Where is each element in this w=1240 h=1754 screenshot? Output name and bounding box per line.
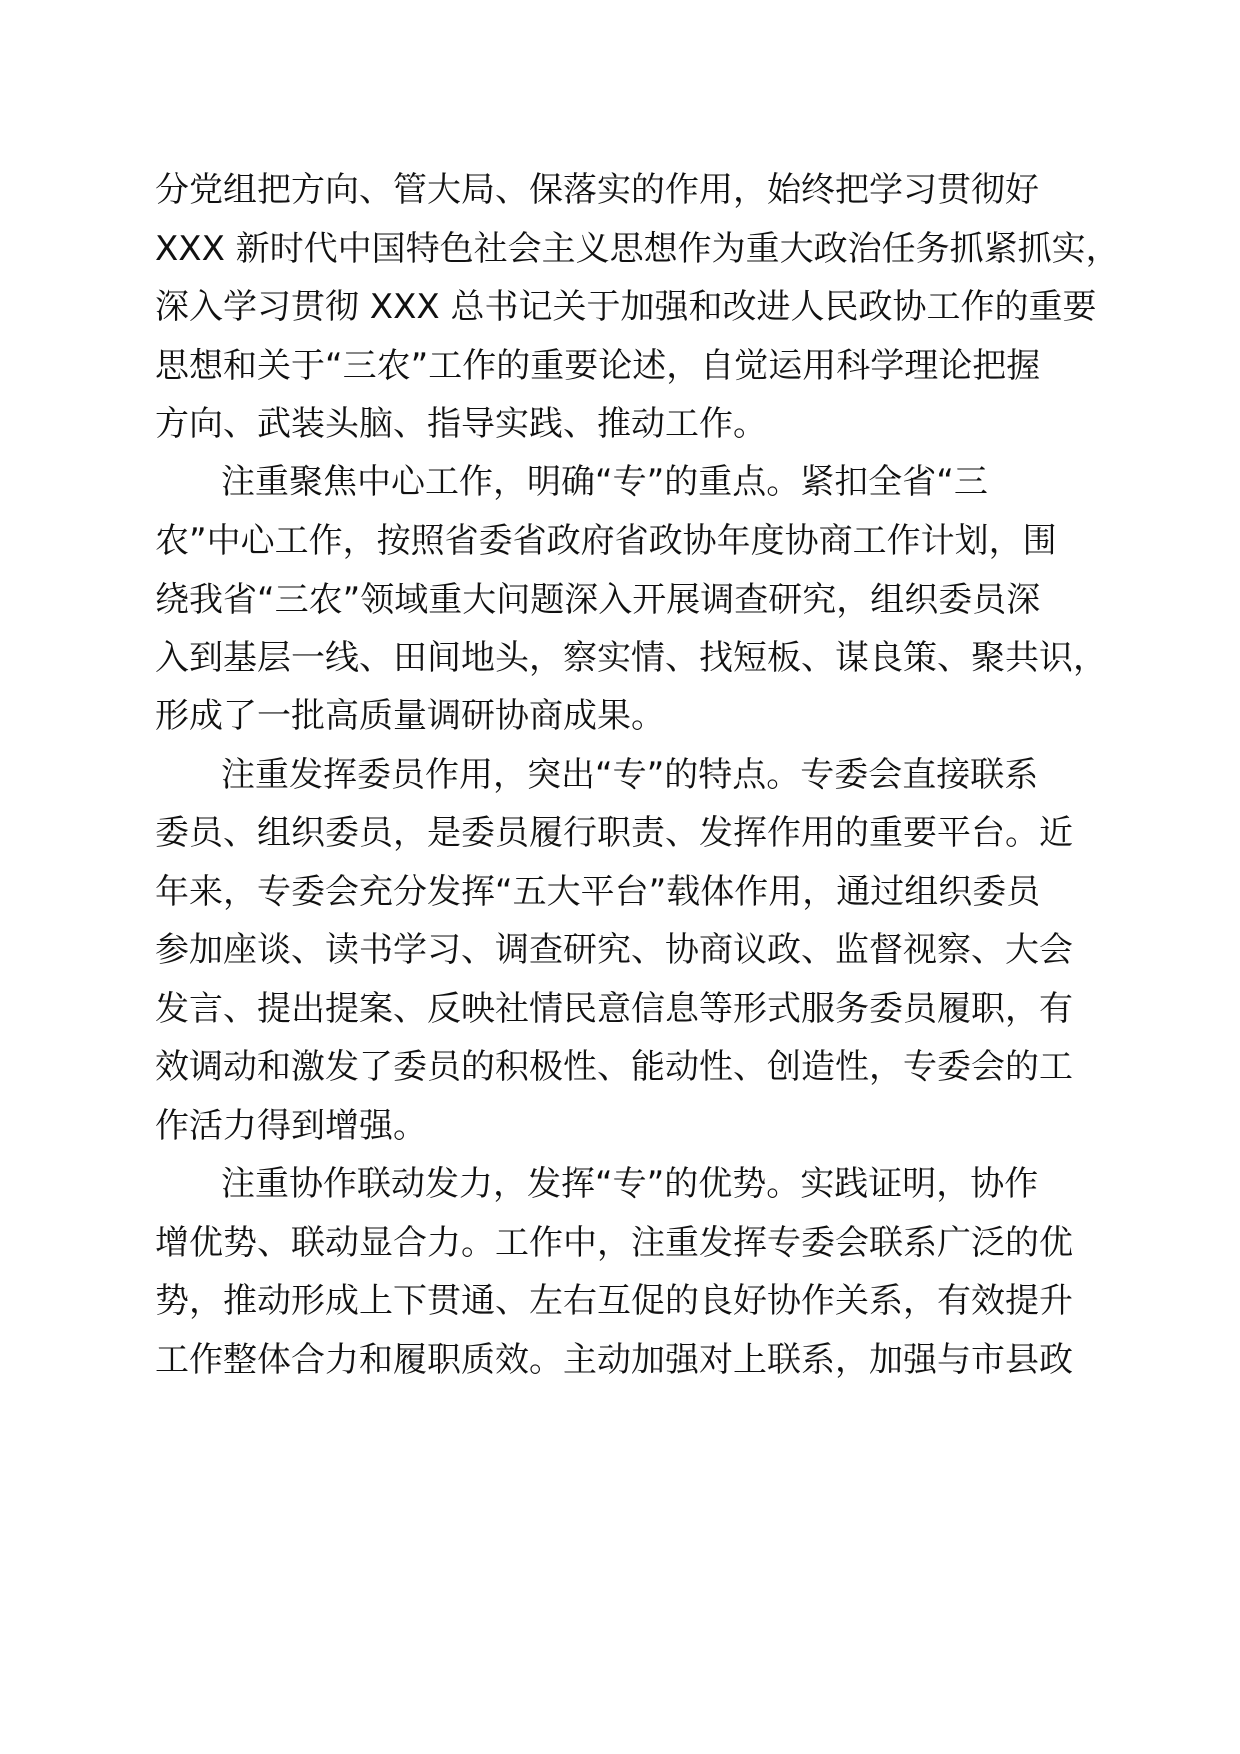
paragraph-heading-line: 注重协作联动发力，发挥“专”的优势。实践证明，协作 xyxy=(221,1164,1039,1204)
text-line: 势，推动形成上下贯通、左右互促的良好协作关系，有效提升 xyxy=(155,1281,1073,1321)
text-line: 效调动和激发了委员的积极性、能动性、创造性，专委会的工 xyxy=(155,1047,1073,1087)
text-line: 分党组把方向、管大局、保落实的作用，始终把学习贯彻好 xyxy=(155,170,1039,210)
text-line: 绕我省“三农”领域重大问题深入开展调查研究，组织委员深 xyxy=(155,580,1041,620)
text-line: 形成了一批高质量调研协商成果。 xyxy=(155,696,665,736)
text-line: 深入学习贯彻 XXX 总书记关于加强和改进人民政协工作的重要 xyxy=(155,287,1097,327)
text-line: 发言、提出提案、反映社情民意信息等形式服务委员履职，有 xyxy=(155,989,1073,1029)
text-line: XXX 新时代中国特色社会主义思想作为重大政治任务抓紧抓实， xyxy=(155,229,1120,269)
text-line: 增优势、联动显合力。工作中，注重发挥专委会联系广泛的优 xyxy=(155,1223,1073,1263)
paragraph-heading-line: 注重发挥委员作用，突出“专”的特点。专委会直接联系 xyxy=(221,755,1039,795)
text-line: 入到基层一线、田间地头，察实情、找短板、谋良策、聚共识， xyxy=(155,638,1107,678)
text-line: 委员、组织委员，是委员履行职责、发挥作用的重要平台。近 xyxy=(155,813,1073,853)
text-line: 工作整体合力和履职质效。主动加强对上联系，加强与市县政 xyxy=(155,1340,1073,1380)
text-line: 年来，专委会充分发挥“五大平台”载体作用，通过组织委员 xyxy=(155,872,1041,912)
text-line: 作活力得到增强。 xyxy=(155,1106,427,1146)
text-line: 农”中心工作，按照省委省政府省政协年度协商工作计划，围 xyxy=(155,521,1057,561)
text-line: 参加座谈、读书学习、调查研究、协商议政、监督视察、大会 xyxy=(155,930,1073,970)
text-line: 思想和关于“三农”工作的重要论述，自觉运用科学理论把握 xyxy=(155,346,1041,386)
paragraph-heading-line: 注重聚焦中心工作，明确“专”的重点。紧扣全省“三 xyxy=(221,462,988,502)
text-line: 方向、武装头脑、指导实践、推动工作。 xyxy=(155,404,767,444)
